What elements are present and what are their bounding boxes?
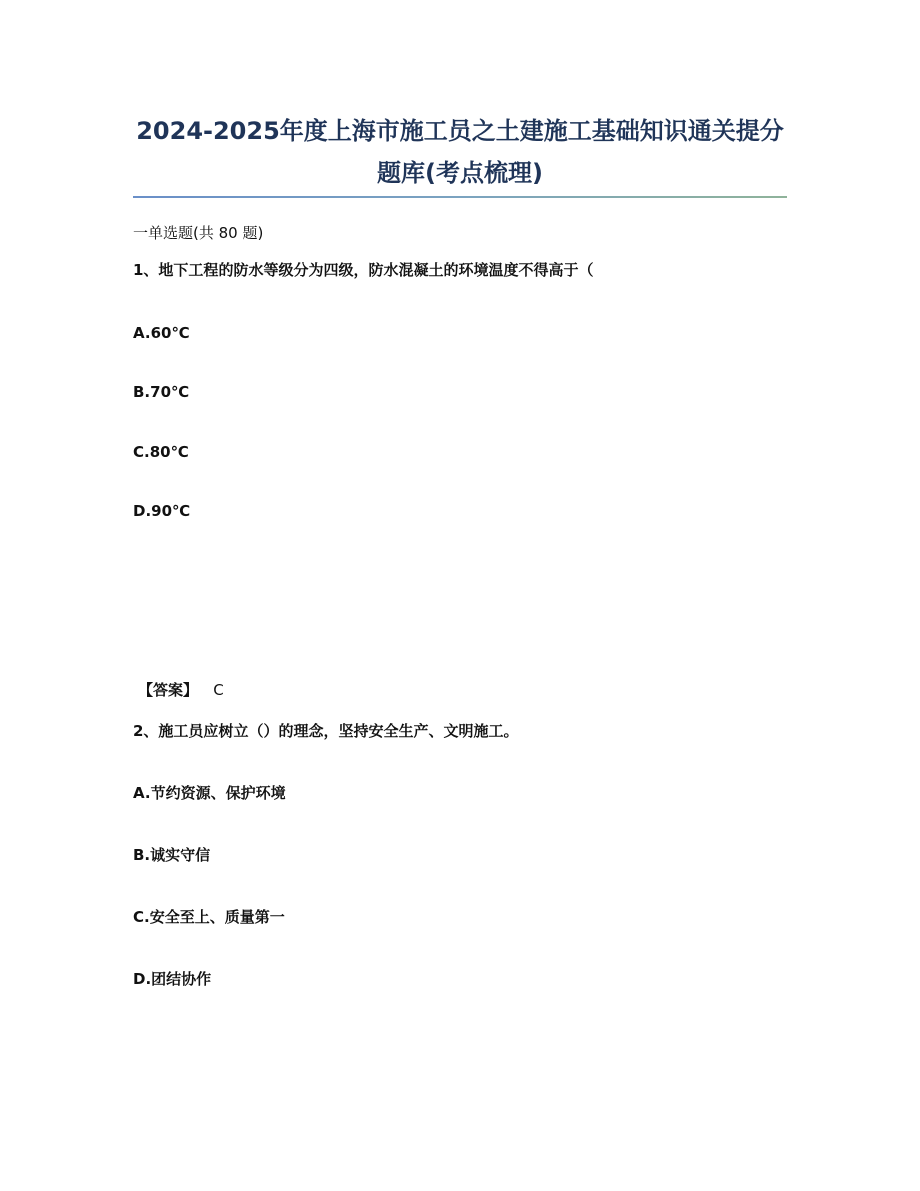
title-divider: [133, 196, 787, 198]
question-1-option-c: C.80℃: [133, 443, 189, 461]
question-1-stem: 1、地下工程的防水等级分为四级，防水混凝土的环境温度不得高于（: [133, 261, 594, 279]
answer-line: [138, 680, 224, 700]
section-header: 一单选题(共 80 题): [133, 224, 264, 242]
answer-value: C: [213, 681, 224, 699]
document-title: [120, 110, 800, 194]
question-2-option-b: B.诚实守信: [133, 846, 211, 864]
question-1-option-a: A.60℃: [133, 324, 190, 342]
question-1-option-b: B.70℃: [133, 383, 190, 401]
title-line-1: 2024-2025年度上海市施工员之土建施工基础知识通关提分: [136, 117, 784, 145]
question-2-option-d: D.团结协作: [133, 970, 212, 988]
answer-label: 【答案】: [138, 681, 199, 699]
question-2-option-c: C.安全至上、质量第一: [133, 908, 285, 926]
title-line-2: 题库(考点梳理): [377, 159, 543, 187]
question-2-option-a: A.节约资源、保护环境: [133, 784, 286, 802]
question-1-option-d: D.90℃: [133, 502, 191, 520]
question-2-stem: 2、施工员应树立（）的理念，坚持安全生产、文明施工。: [133, 722, 519, 740]
